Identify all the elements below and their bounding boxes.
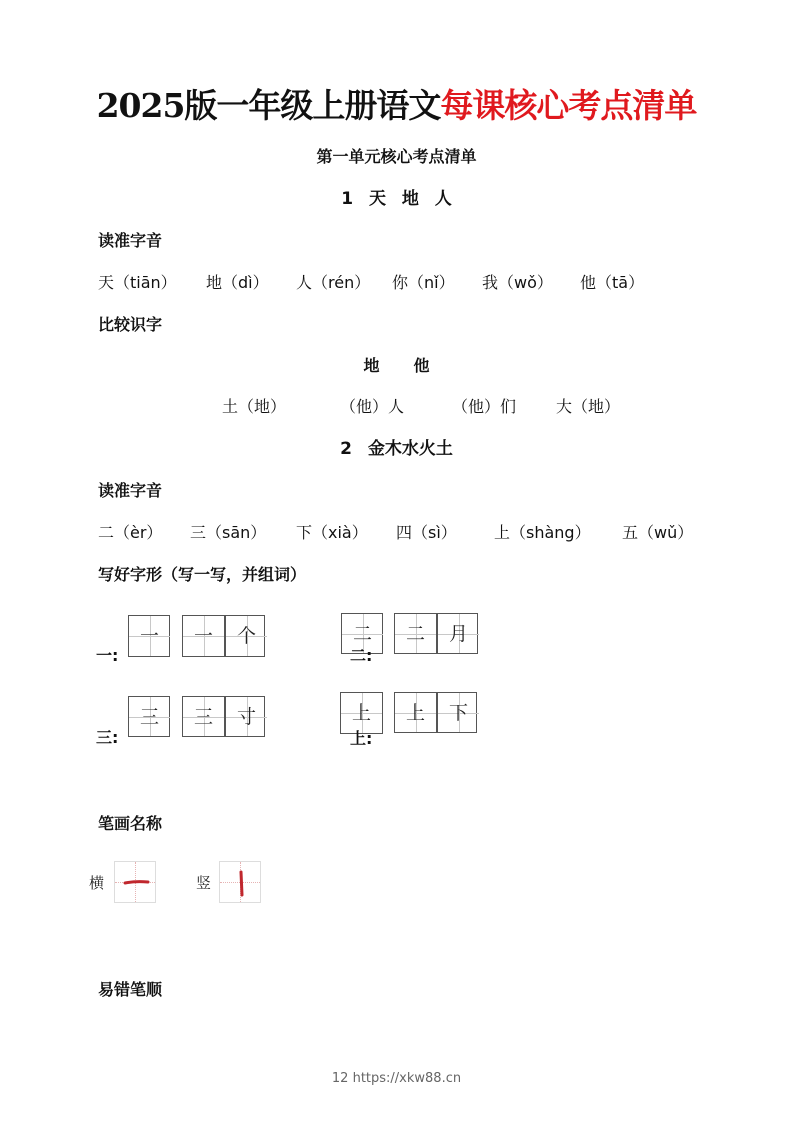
page-footer: 12 https://xkw88.cn xyxy=(331,1071,462,1086)
compare-characters xyxy=(0,355,793,377)
pinyin-item: 下（xià） xyxy=(296,523,368,542)
title-black: 2025版一年级上册语文 xyxy=(96,86,441,125)
grid-char: 上 xyxy=(351,702,371,725)
vertical-stroke-icon xyxy=(220,862,262,904)
lesson-2-title: 2 金木水火土 xyxy=(340,439,453,459)
lesson-1-compare-heading: 比较识字 xyxy=(98,315,163,334)
lesson-1-title: 1 天 地 人 xyxy=(341,189,452,209)
compare-item: 土（地） xyxy=(222,397,287,416)
grid-char: 上 xyxy=(405,701,425,724)
title-red: 每课核心考点清单 xyxy=(440,86,697,125)
writing-grid-pair xyxy=(182,615,265,657)
writing-grid-single xyxy=(128,615,170,657)
pinyin-item: 五（wǔ） xyxy=(622,523,694,542)
pinyin-item: 天（tiān） xyxy=(98,273,177,292)
lesson-1-read-heading: 读准字音 xyxy=(98,231,163,250)
grid-char: 寸 xyxy=(236,705,256,728)
write-row-label: 上: xyxy=(350,729,373,748)
grid-char: 三 xyxy=(193,705,213,728)
writing-grid-single xyxy=(340,692,383,734)
grid-char: 二 xyxy=(352,622,372,645)
pinyin-item: 四（sì） xyxy=(396,523,457,542)
stroke-grid xyxy=(219,861,261,903)
compare-item: （他）们 xyxy=(452,397,517,416)
write-row-label: 一: xyxy=(96,646,119,665)
document-title xyxy=(0,84,793,128)
horizontal-stroke-icon xyxy=(115,862,157,904)
grid-char: 一 xyxy=(139,625,159,648)
lesson-2-read-heading: 读准字音 xyxy=(98,481,163,500)
pinyin-item: 二（èr） xyxy=(98,523,163,542)
grid-char: 个 xyxy=(236,625,256,648)
stroke-name: 竖 xyxy=(196,874,212,892)
stroke-grid xyxy=(114,861,156,903)
write-row-label: 三: xyxy=(96,728,119,747)
pinyin-item: 上（shàng） xyxy=(494,523,591,542)
pinyin-item: 地（dì） xyxy=(206,273,269,292)
stroke-order-heading: 易错笔顺 xyxy=(98,980,163,999)
pinyin-item: 我（wǒ） xyxy=(482,273,553,292)
lesson-1-pinyin-row xyxy=(98,272,644,294)
unit-title: 第一单元核心考点清单 xyxy=(316,147,477,166)
write-row-label: 二: xyxy=(350,646,373,665)
grid-char: 月 xyxy=(448,622,468,645)
pinyin-item: 三（sān） xyxy=(190,523,267,542)
pinyin-item: 你（nǐ） xyxy=(392,273,455,292)
stroke-name: 横 xyxy=(89,874,105,892)
pinyin-item: 他（tā） xyxy=(580,273,645,292)
writing-grid-pair xyxy=(182,696,265,737)
writing-grid-single xyxy=(128,696,170,737)
pinyin-item: 人（rén） xyxy=(296,273,371,292)
grid-char: 一 xyxy=(193,625,213,648)
stroke-names-heading: 笔画名称 xyxy=(98,814,163,833)
writing-grid-pair xyxy=(394,692,477,733)
lesson-2-pinyin-row xyxy=(98,522,693,544)
compare-item: 大（地） xyxy=(556,397,621,416)
grid-char: 二 xyxy=(405,622,425,645)
compare-char: 地 xyxy=(363,356,380,375)
compare-char: 他 xyxy=(413,356,430,375)
grid-char: 下 xyxy=(448,701,468,724)
grid-char: 三 xyxy=(139,705,159,728)
writing-grid-pair xyxy=(394,613,478,654)
compare-item: （他）人 xyxy=(340,397,405,416)
lesson-2-write-heading: 写好字形（写一写，并组词） xyxy=(98,565,307,584)
